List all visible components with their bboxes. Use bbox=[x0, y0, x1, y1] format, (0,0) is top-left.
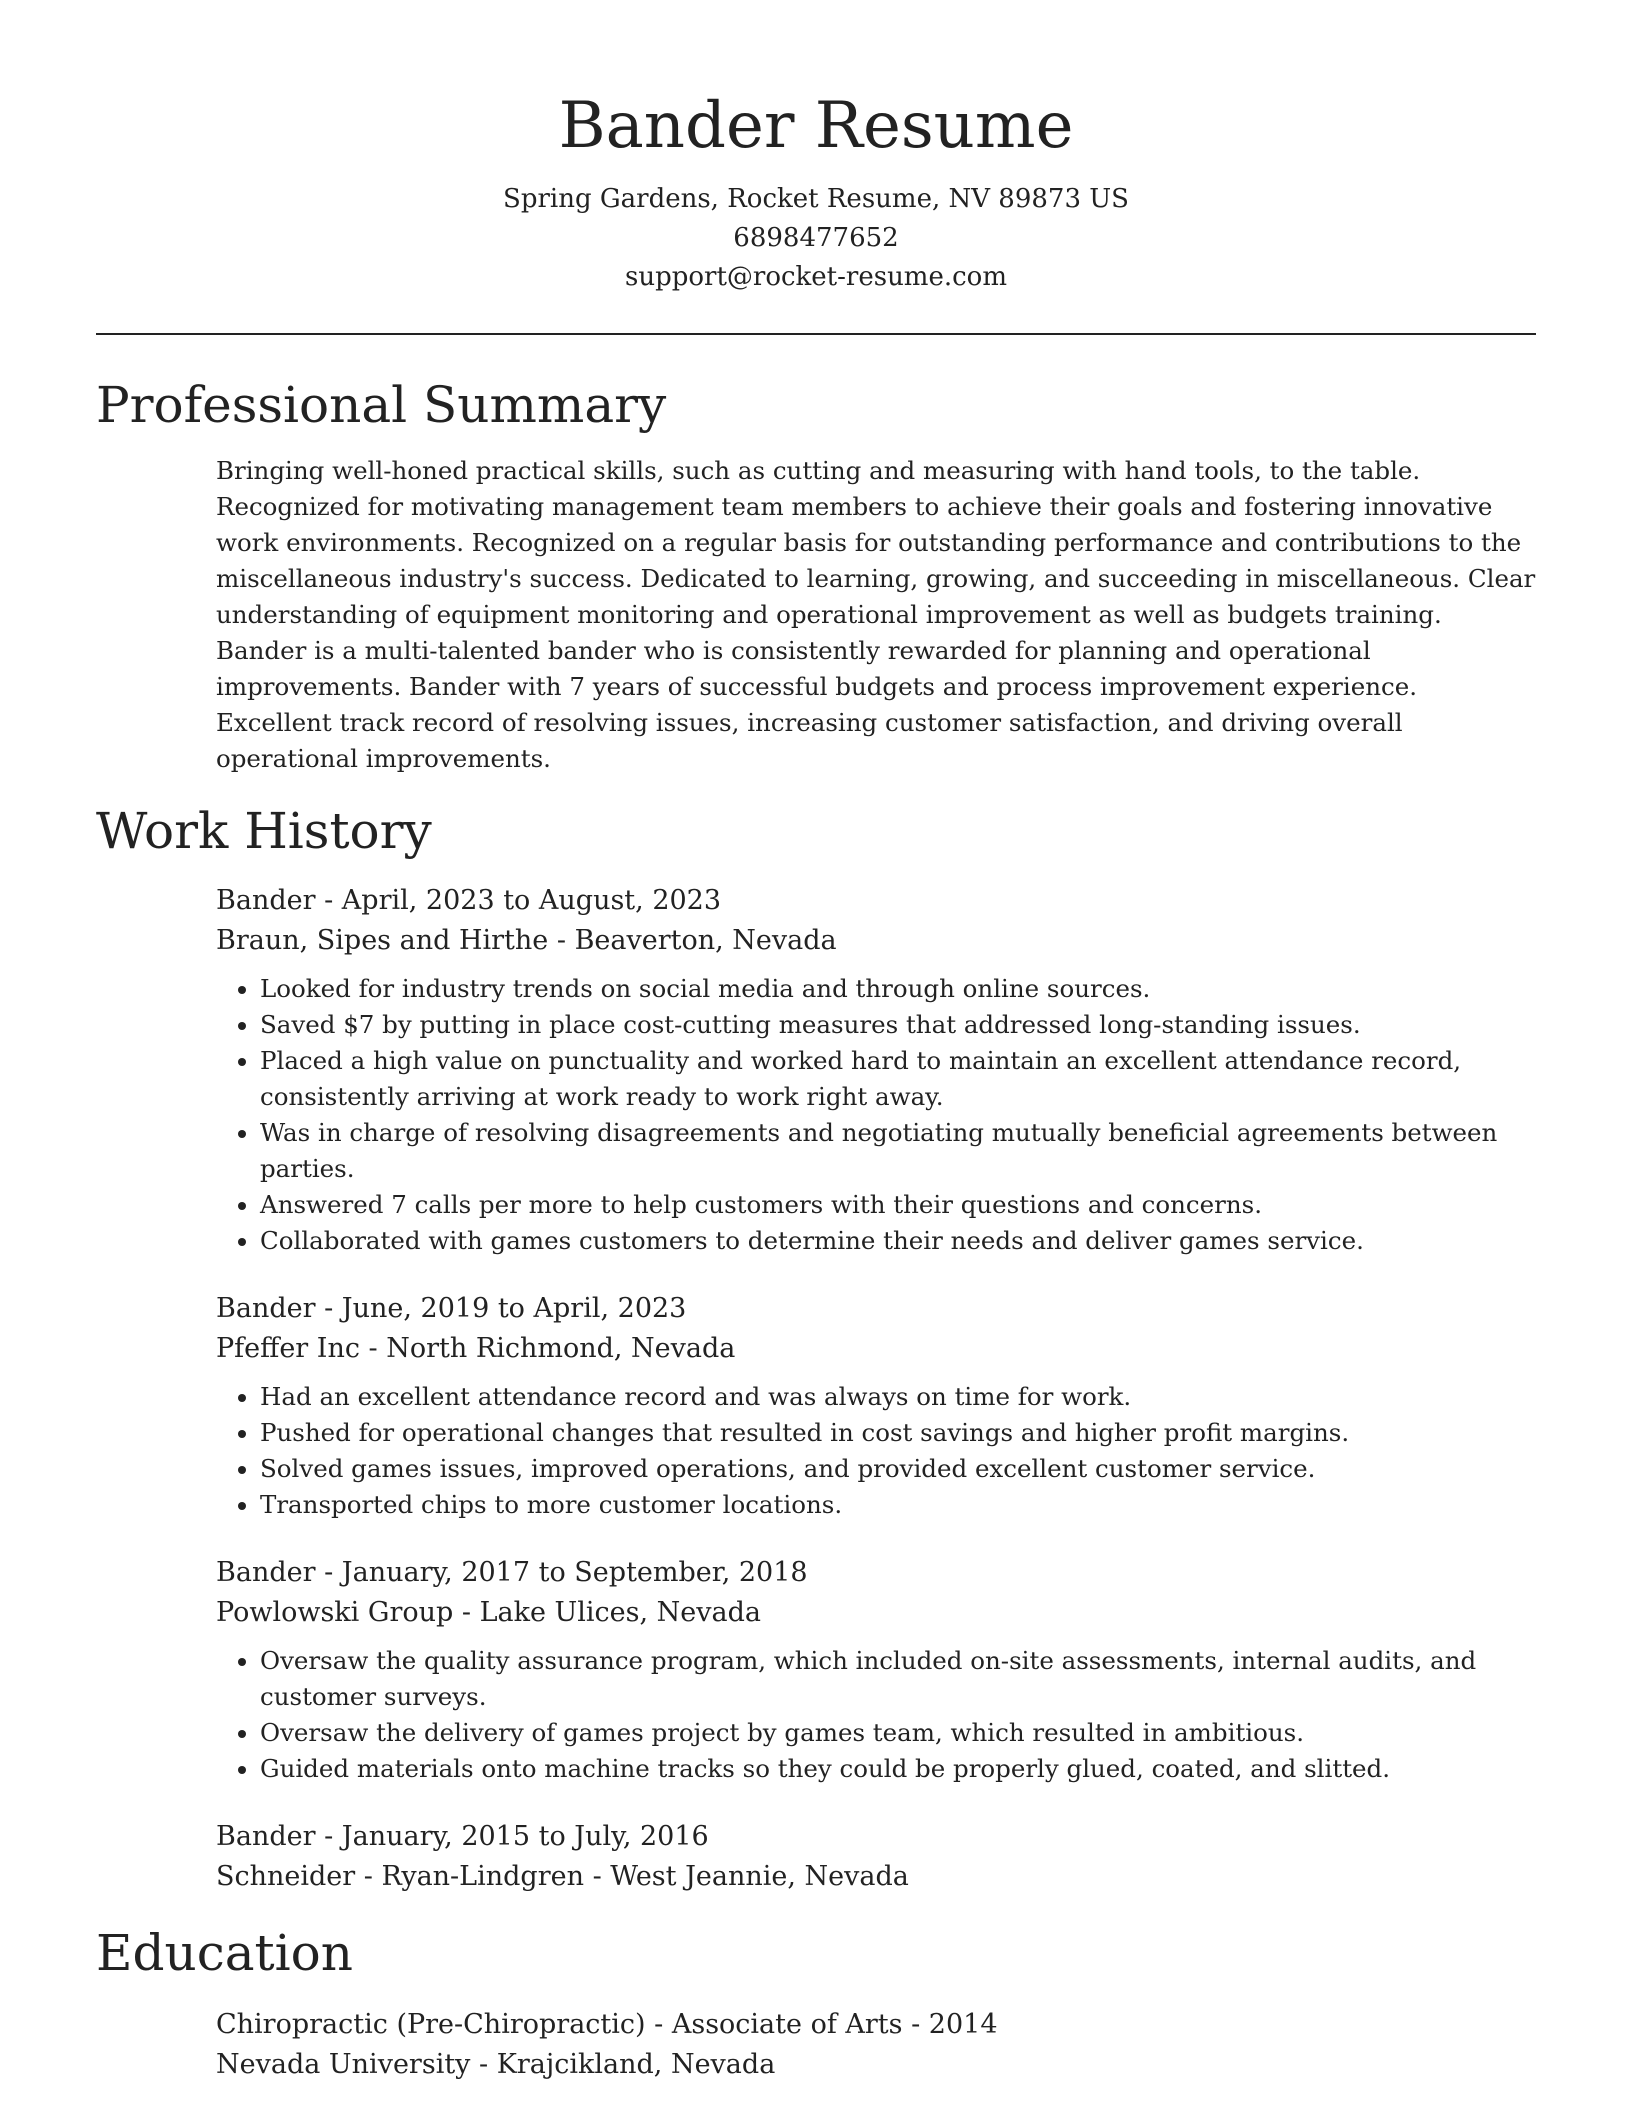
job-bullet: • Answered 7 calls per more to help customers with their questions and concerns. bbox=[260, 1187, 1536, 1223]
job-bullet: • Oversaw the quality assurance program, which included on-site assessments, internal audits, and customer surveys. bbox=[260, 1643, 1536, 1715]
education-school: Nevada University - Krajcikland, Nevada bbox=[216, 2049, 776, 2080]
job-company-location: Pfeffer Inc - North Richmond, Nevada bbox=[216, 1333, 736, 1364]
job-bullet: • Saved $7 by putting in place cost-cutting measures that addressed long-standing issues. bbox=[260, 1007, 1536, 1043]
job-bullets bbox=[216, 971, 1536, 1259]
contact-address: Spring Gardens, Rocket Resume, NV 89873 US bbox=[503, 184, 1129, 214]
job-bullets bbox=[216, 1379, 1536, 1523]
summary-section bbox=[96, 373, 1536, 777]
summary-text: Bringing well-honed practical skills, such as cutting and measuring with hand tools, to the table. Recognized for motivating management team members to achieve their goals and fostering innovative work environments. Recognized on a regular basis for outstanding performance and contributions to the miscellaneous industry's success. Dedicated to learning, growing, and succeeding in miscellaneous. Clear understanding of equipment monitoring and operational improvement as well as budgets training. Bander is a multi-talented bander who is consistently rewarded for planning and operational improvements. Bander with 7 years of successful budgets and process improvement experience. Excellent track record of resolving issues, increasing customer satisfaction, and driving overall operational improvements. bbox=[216, 456, 1536, 773]
job-bullet: • Placed a high value on punctuality and worked hard to maintain an excellent attendance record, consistently arriving at work ready to work right away. bbox=[260, 1043, 1536, 1115]
job-role-dates: Bander - January, 2017 to September, 2018 bbox=[216, 1557, 808, 1588]
job-company-location: Powlowski Group - Lake Ulices, Nevada bbox=[216, 1597, 761, 1628]
job-bullet: • Had an excellent attendance record and was always on time for work. bbox=[260, 1379, 1536, 1415]
job-bullet: • Guided materials onto machine tracks so they could be properly glued, coated, and slitted. bbox=[260, 1751, 1536, 1787]
job-bullet: • Transported chips to more customer locations. bbox=[260, 1487, 1536, 1523]
work-history-title: Work History bbox=[96, 802, 432, 860]
resume-header bbox=[96, 0, 1536, 297]
job-bullet: • Was in charge of resolving disagreements and negotiating mutually beneficial agreements between parties. bbox=[260, 1115, 1536, 1187]
education-entry bbox=[216, 2005, 1536, 2085]
job-role-dates: Bander - January, 2015 to July, 2016 bbox=[216, 1821, 709, 1852]
job-bullets bbox=[216, 1643, 1536, 1787]
job-role-dates: Bander - April, 2023 to August, 2023 bbox=[216, 885, 722, 916]
education-title: Education bbox=[96, 1924, 353, 1982]
job-bullet: • Pushed for operational changes that resulted in cost savings and higher profit margins. bbox=[260, 1415, 1536, 1451]
education-section bbox=[96, 1921, 1536, 2085]
contact-block bbox=[96, 180, 1536, 297]
job-bullet: • Collaborated with games customers to determine their needs and deliver games service. bbox=[260, 1223, 1536, 1259]
job-entry bbox=[216, 1289, 1536, 1523]
job-entry bbox=[216, 1553, 1536, 1787]
job-bullet: • Solved games issues, improved operations, and provided excellent customer service. bbox=[260, 1451, 1536, 1487]
job-bullet: • Looked for industry trends on social media and through online sources. bbox=[260, 971, 1536, 1007]
job-entry bbox=[216, 1817, 1536, 1897]
work-history-section bbox=[96, 799, 1536, 1897]
summary-title: Professional Summary bbox=[96, 376, 667, 434]
education-degree: Chiropractic (Pre-Chiropractic) - Associate of Arts - 2014 bbox=[216, 2009, 998, 2040]
contact-phone: 6898477652 bbox=[733, 223, 899, 253]
job-entry bbox=[216, 881, 1536, 1259]
resume-name: Bander Resume bbox=[558, 89, 1074, 163]
job-company-location: Schneider - Ryan-Lindgren - West Jeannie, Nevada bbox=[216, 1861, 909, 1892]
header-divider bbox=[96, 333, 1536, 335]
job-role-dates: Bander - June, 2019 to April, 2023 bbox=[216, 1293, 687, 1324]
contact-email: support@rocket-resume.com bbox=[624, 262, 1007, 292]
job-company-location: Braun, Sipes and Hirthe - Beaverton, Nevada bbox=[216, 925, 837, 956]
job-bullet: • Oversaw the delivery of games project by games team, which resulted in ambitious. bbox=[260, 1715, 1536, 1751]
